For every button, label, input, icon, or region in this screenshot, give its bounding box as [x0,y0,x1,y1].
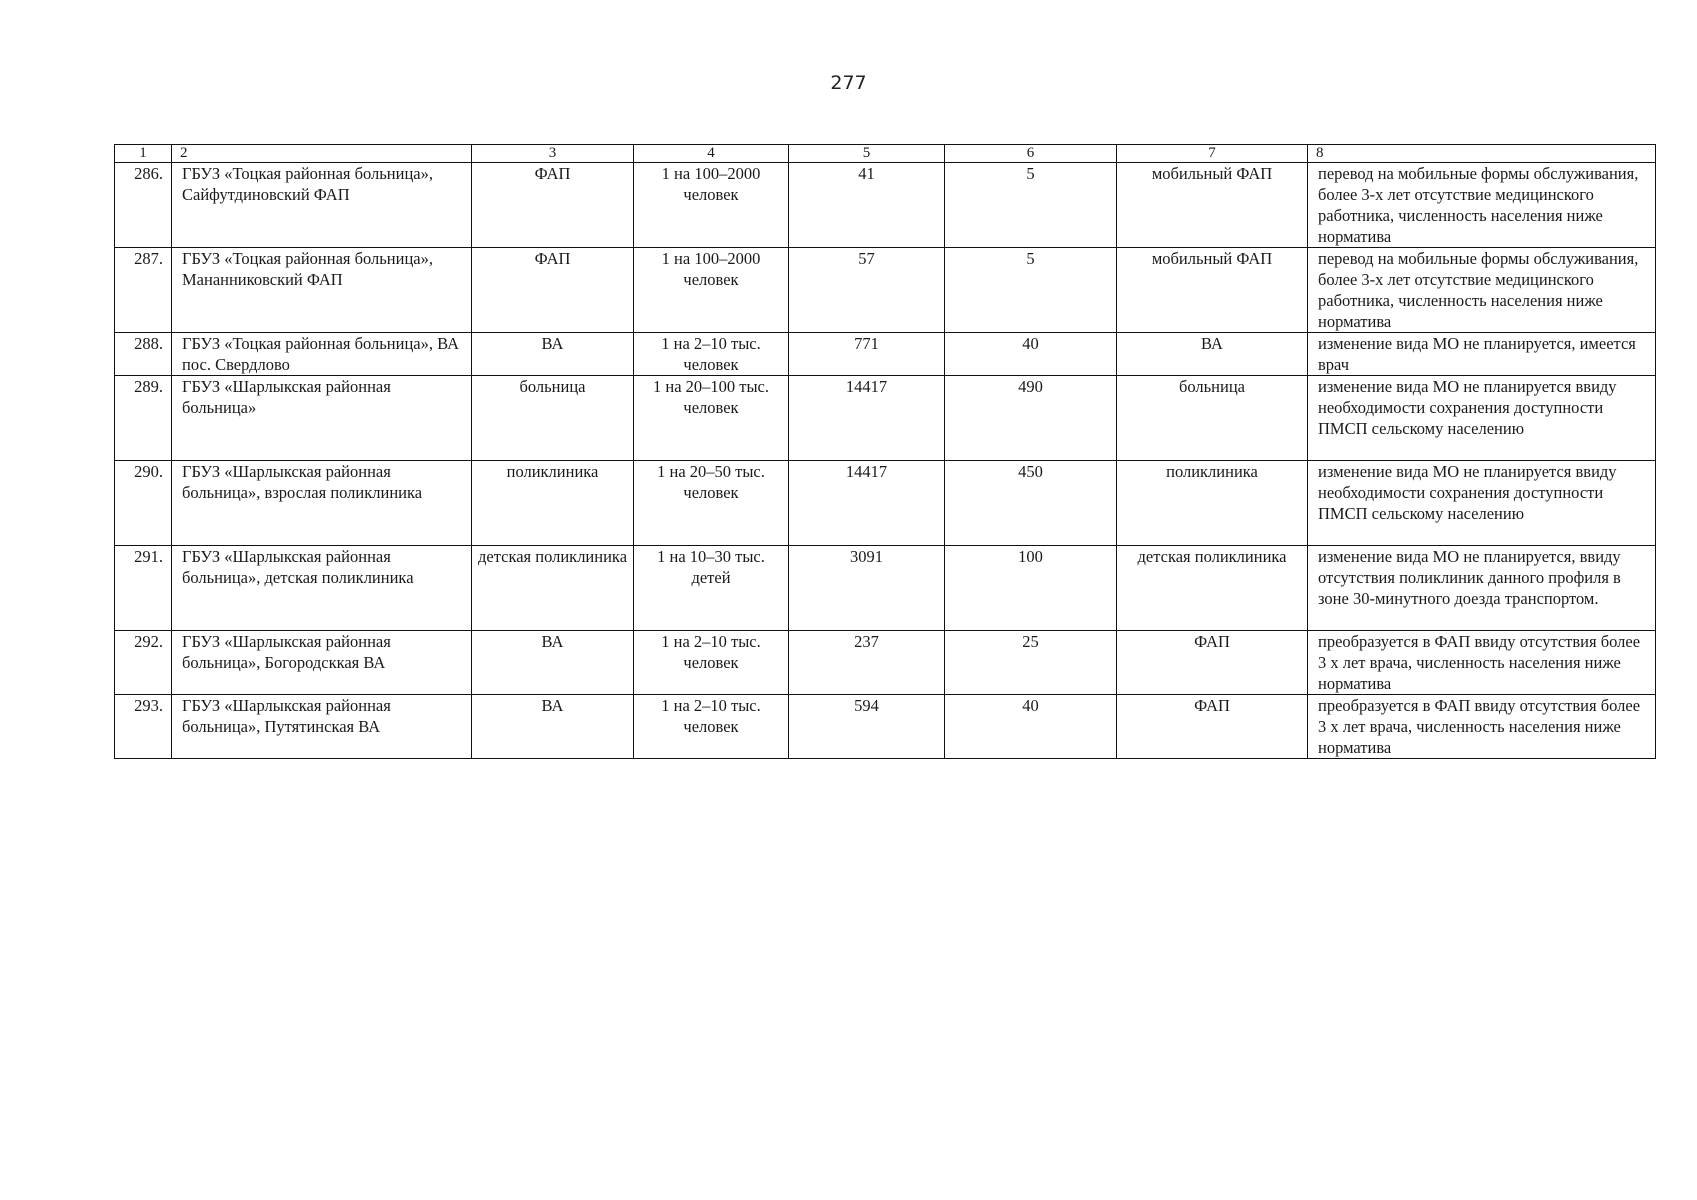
population-value: 41 [789,163,945,248]
population-value: 14417 [789,376,945,461]
row-number: 291. [115,546,172,631]
table-row [115,248,1656,333]
facility-norm: 1 на 100–2000 человек [634,163,789,248]
facility-type: ВА [472,631,634,695]
population-value: 594 [789,695,945,759]
table-header-row [115,145,1656,163]
table-row [115,333,1656,376]
new-facility-type: поликлиника [1117,461,1308,546]
new-facility-type: больница [1117,376,1308,461]
header-col-7: 7 [1117,145,1308,163]
facility-type: поликлиника [472,461,634,546]
facility-name: ГБУЗ «Тоцкая районная больница», Сайфутдиновский ФАП [172,163,472,248]
table-row [115,695,1656,759]
facility-norm: 1 на 20–100 тыс. человек [634,376,789,461]
table-row [115,163,1656,248]
distance-value: 25 [945,631,1117,695]
header-col-3: 3 [472,145,634,163]
population-value: 3091 [789,546,945,631]
facility-type: больница [472,376,634,461]
note-text: изменение вида МО не планируется ввиду необходимости сохранения доступности ПМСП сельскому населению [1308,461,1656,546]
header-col-5: 5 [789,145,945,163]
facility-name: ГБУЗ «Шарлыкская районная больница», детская поликлиника [172,546,472,631]
table-row [115,631,1656,695]
table-row [115,461,1656,546]
facility-type: ФАП [472,248,634,333]
facility-norm: 1 на 2–10 тыс. человек [634,333,789,376]
facility-norm: 1 на 10–30 тыс. детей [634,546,789,631]
distance-value: 5 [945,163,1117,248]
facility-norm: 1 на 2–10 тыс. человек [634,695,789,759]
facility-type: детская поликлиника [472,546,634,631]
distance-value: 100 [945,546,1117,631]
header-col-6: 6 [945,145,1117,163]
header-col-8: 8 [1308,145,1656,163]
facility-norm: 1 на 100–2000 человек [634,248,789,333]
note-text: изменение вида МО не планируется, имеется врач [1308,333,1656,376]
new-facility-type: мобильный ФАП [1117,163,1308,248]
distance-value: 5 [945,248,1117,333]
facility-type: ВА [472,695,634,759]
table-row [115,376,1656,461]
new-facility-type: ФАП [1117,631,1308,695]
population-value: 771 [789,333,945,376]
distance-value: 40 [945,333,1117,376]
new-facility-type: ФАП [1117,695,1308,759]
row-number: 286. [115,163,172,248]
population-value: 57 [789,248,945,333]
facility-name: ГБУЗ «Тоцкая районная больница», Мананниковский ФАП [172,248,472,333]
note-text: перевод на мобильные формы обслуживания, более 3-х лет отсутствие медицинского работника, численность населения ниже норматива [1308,163,1656,248]
distance-value: 490 [945,376,1117,461]
facility-name: ГБУЗ «Тоцкая районная больница», ВА пос. Свердлово [172,333,472,376]
facility-type: ВА [472,333,634,376]
note-text: перевод на мобильные формы обслуживания, более 3-х лет отсутствие медицинского работника, численность населения ниже норматива [1308,248,1656,333]
note-text: изменение вида МО не планируется ввиду необходимости сохранения доступности ПМСП сельскому населению [1308,376,1656,461]
distance-value: 40 [945,695,1117,759]
population-value: 237 [789,631,945,695]
facility-norm: 1 на 2–10 тыс. человек [634,631,789,695]
header-col-2: 2 [172,145,472,163]
facilities-table [114,144,1656,759]
header-col-1: 1 [115,145,172,163]
row-number: 292. [115,631,172,695]
facility-norm: 1 на 20–50 тыс. человек [634,461,789,546]
new-facility-type: мобильный ФАП [1117,248,1308,333]
row-number: 293. [115,695,172,759]
row-number: 290. [115,461,172,546]
facility-name: ГБУЗ «Шарлыкская районная больница», Путятинская ВА [172,695,472,759]
new-facility-type: детская поликлиника [1117,546,1308,631]
facility-name: ГБУЗ «Шарлыкская районная больница» [172,376,472,461]
facility-type: ФАП [472,163,634,248]
row-number: 287. [115,248,172,333]
distance-value: 450 [945,461,1117,546]
facility-name: ГБУЗ «Шарлыкская районная больница», Богородсккая ВА [172,631,472,695]
facility-name: ГБУЗ «Шарлыкская районная больница», взрослая поликлиника [172,461,472,546]
table-row [115,546,1656,631]
page-number: 277 [830,72,867,94]
header-col-4: 4 [634,145,789,163]
facilities-table-container [114,144,1655,759]
note-text: преобразуется в ФАП ввиду отсутствия более 3 х лет врача, численность населения ниже норматива [1308,695,1656,759]
note-text: изменение вида МО не планируется, ввиду отсутствия поликлиник данного профиля в зоне 30-минутного доезда транспортом. [1308,546,1656,631]
population-value: 14417 [789,461,945,546]
new-facility-type: ВА [1117,333,1308,376]
row-number: 288. [115,333,172,376]
row-number: 289. [115,376,172,461]
note-text: преобразуется в ФАП ввиду отсутствия более 3 х лет врача, численность населения ниже норматива [1308,631,1656,695]
